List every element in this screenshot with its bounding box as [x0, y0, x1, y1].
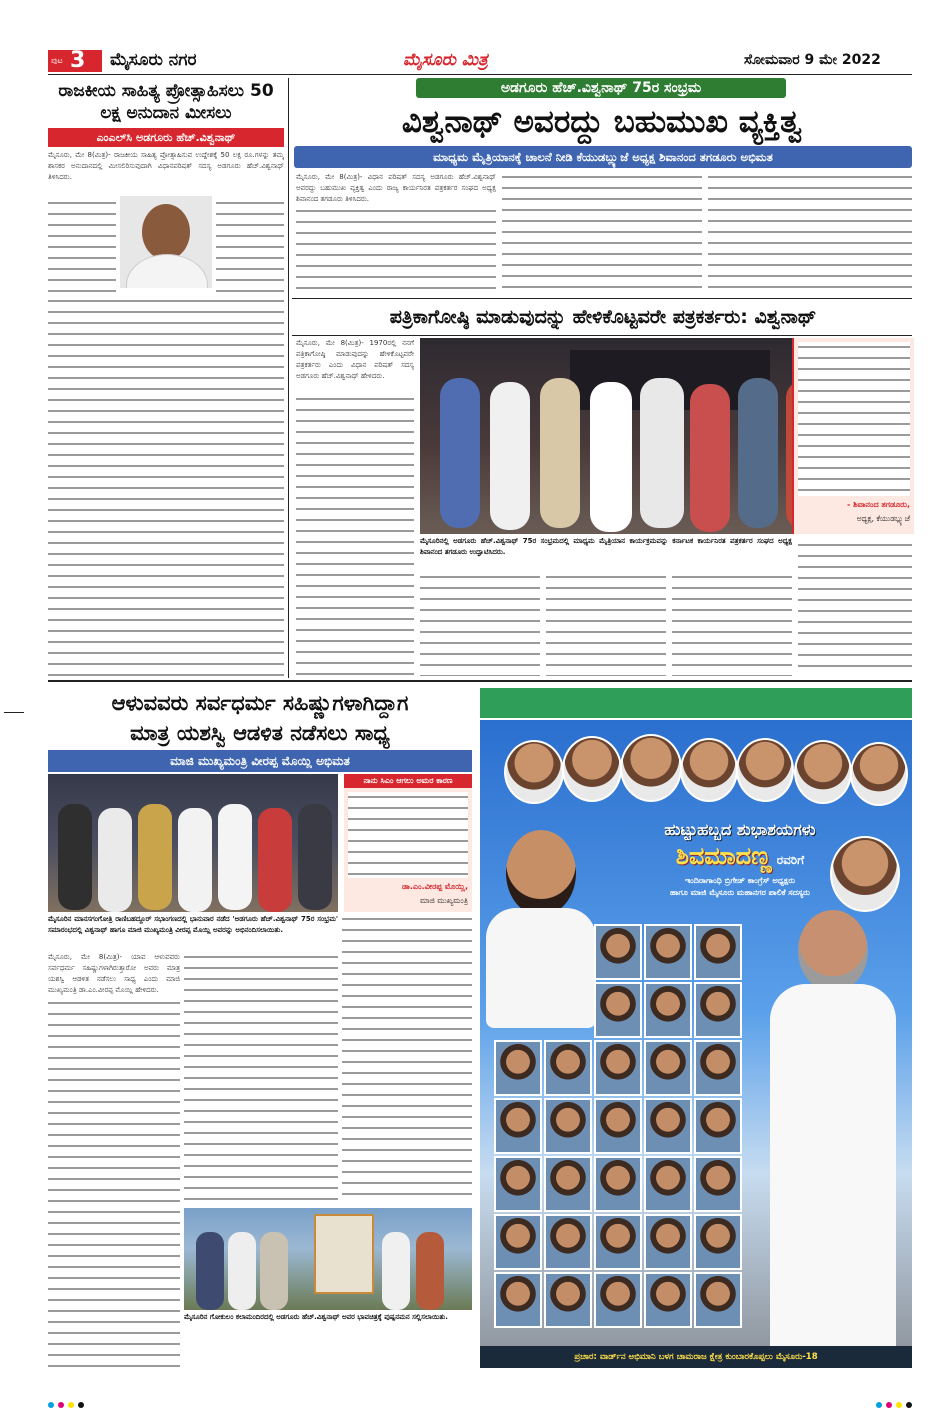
story2-quote-text [798, 342, 910, 496]
story1-body [48, 296, 284, 676]
story3-photo2 [184, 1208, 472, 1310]
fold-rule [48, 680, 912, 682]
story3-box-signature-title: ಮಾಜಿ ಮುಖ್ಯಮಂತ್ರಿ [420, 896, 468, 905]
advert-footer: ಪ್ರಚಾರ: ವಾರ್ಡ್‌ನ ಅಭಿಮಾನಿ ಬಳಗ ಚಾಮರಾಜ ಕ್ಷೇತ್ರ ಕುಂಬಾರಕೊಪ್ಪಲು ಮೈಸೂರು-18 [480, 1346, 912, 1368]
story3-body-col3 [342, 914, 472, 1204]
masthead [48, 50, 912, 74]
story2-quote-signature: - ಶಿವಾನಂದ ತಗಡೂರು, [847, 500, 910, 509]
col-divider-1 [288, 78, 289, 678]
story3-lead: ಮೈಸೂರು, ಮೇ 8(ಮಿತ್ರ)- ಯಾವ ಆಳುವವರು ಸರ್ವಧರ್ಮ ಸಹಿಷ್ಣುಗಳಾಗಿರುತ್ತಾರೋ ಅವರು ಮಾತ್ರ ಯಶಸ್ವಿ ಆಡಳಿತ ನಡೆಸಲು ಸಾಧ್ಯ ಎಂದು ಮಾಜಿ ಮುಖ್ಯಮಂತ್ರಿ ಡಾ.ಎಂ.ವೀರಪ್ಪ ಮೊಯ್ಲಿ ಹೇಳಿದರು. [48, 953, 180, 994]
advert-name: ಶಿವಮಾದಣ್ಣ [675, 842, 772, 870]
story2-lead: ಮೈಸೂರು, ಮೇ 8(ಮಿತ್ರ)- 1970ರಲ್ಲಿ ನನಗೆ ಪತ್ರಿಕಾಗೋಷ್ಠಿ ಮಾಡುವುದನ್ನು ಹೇಳಿಕೊಟ್ಟವರೇ ಪತ್ರಕರ್ತರು ಎಂದು ವಿಧಾನ ಪರಿಷತ್ ಸದಸ್ಯ ಅಡಗೂರು ಹೆಚ್.ವಿಶ್ವನಾಥ್ ಹೇಳಿದರು. [296, 339, 414, 380]
story3-box-title: ನಾನು ಸಿಎಂ ಆಗಲು ಅಮರ ಕಾರಣ [344, 774, 472, 788]
story3-photo2-caption: ಮೈಸೂರಿನ ಗೋಕುಲಂ ಕಲಾಮಂದಿರದಲ್ಲಿ ಅಡಗೂರು ಹೆಚ್.ವಿಶ್ವನಾಥ್ ಅವರ ಭಾವಚಿತ್ರಕ್ಕೆ ಪುಷ್ಪನಮನ ಸಲ್ಲಿಸಲಾಯಿತು. [184, 1313, 448, 1321]
story2-body-col4 [672, 572, 792, 676]
margin-tick [4, 712, 24, 713]
section-title: ಮೈಸೂರು ನಗರ [110, 50, 197, 70]
leader-photo-6 [794, 740, 852, 804]
paper-name: ಮೈಸೂರು ಮಿತ್ರ [403, 50, 488, 70]
feature-body-col2 [502, 172, 702, 294]
registration-marks-bottom [48, 1400, 912, 1410]
leader-photo-7 [850, 742, 908, 806]
story2-quote-box [792, 338, 914, 534]
story3-photo [48, 774, 338, 912]
leader-photo-1 [504, 740, 564, 804]
story2-body-col1 [296, 394, 414, 676]
story1-portrait [120, 196, 212, 288]
story2-body-col2 [420, 572, 540, 676]
feature-rule [292, 298, 912, 299]
feature-kicker: ಅಡಗೂರು ಹೆಚ್.ವಿಶ್ವನಾಥ್ 75ರ ಸಂಭ್ರಮ [416, 78, 786, 98]
story1-body-col-left [48, 198, 116, 294]
story3-body-col1 [48, 998, 180, 1368]
masthead-rule [48, 74, 912, 75]
advert-standing-figure [760, 910, 910, 1350]
story2-rule [292, 335, 912, 336]
leader-photo-3 [620, 734, 682, 802]
story3-subhead: ಮಾಜಿ ಮುಖ್ಯಮಂತ್ರಿ ವೀರಪ್ಪ ಮೊಯ್ಲಿ ಅಭಿಮತ [48, 750, 472, 772]
story2-headline: ಪತ್ರಿಕಾಗೋಷ್ಠಿ ಮಾಡುವುದನ್ನು ಹೇಳಿಕೊಟ್ಟವರೇ ಪತ್ರಕರ್ತರು: ವಿಶ್ವನಾಥ್ [389, 306, 817, 328]
story3-headline-line1: ಆಳುವವರು ಸರ್ವಧರ್ಮ ಸಹಿಷ್ಣುಗಳಾಗಿದ್ದಾಗ [111, 691, 409, 715]
story3-box-signature: ಡಾ.ಎಂ.ವೀರಪ್ಪ ಮೊಯ್ಲಿ, [401, 882, 468, 891]
advert-person-top-right [830, 836, 900, 912]
story3-body-col2 [184, 952, 338, 1204]
birthday-advert [480, 720, 912, 1368]
advert-designation-1: ಇಂದಿರಾಗಾಂಧಿ ಬ್ರಿಗೇಡ್ ಕಾಂಗ್ರೆಸ್ ಅಧ್ಯಕ್ಷರು [684, 876, 795, 885]
feature-body-col3 [708, 172, 912, 294]
feature-subhead: ಮಾಧ್ಯಮ ಮೈತ್ರಿಯಾನಕ್ಕೆ ಚಾಲನೆ ನೀಡಿ ಕೆಯುಡಬ್ಲ್ಯುಜೆ ಅಧ್ಯಕ್ಷ ಶಿವಾನಂದ ತಗಡೂರು ಅಭಿಮತ [294, 146, 912, 168]
story3-box [344, 774, 472, 912]
leader-photo-2 [562, 736, 622, 802]
page-label: ಪುಟ [51, 56, 63, 65]
advert-supporter-grid [486, 924, 756, 1340]
advert-top-strip [480, 688, 912, 718]
story3-photo-caption: ಮೈಸೂರಿನ ಮಾನಸಗಂಗೋತ್ರಿ ರಾಣಿಬಹದ್ದೂರ್ ಸಭಾಂಗಣದಲ್ಲಿ ಭಾನುವಾರ ನಡೆದ 'ಅಡಗೂರು ಹೆಚ್.ವಿಶ್ವನಾಥ್ 75ರ ಸಂಭ್ರಮ' ಸಮಾರಂಭದಲ್ಲಿ ವಿಶ್ವನಾಥ್ ಹಾಗೂ ಮಾಜಿ ಮುಖ್ಯಮಂತ್ರಿ ವೀರಪ್ಪ ಮೊಯ್ಲಿ ಅವರನ್ನು ಅಭಿನಂದಿಸಲಾಯಿತು. [48, 915, 338, 934]
leader-photo-4 [680, 738, 738, 802]
story2-body-col3 [546, 572, 666, 676]
page-number-badge [48, 50, 102, 72]
advert-designation-2: ಹಾಗೂ ಮಾಜಿ ಮೈಸೂರು ಮಹಾನಗರ ಪಾಲಿಕೆ ಸದಸ್ಯರು [670, 888, 810, 897]
story3-box-text [348, 792, 468, 878]
story1-body-col-right [216, 198, 284, 294]
advert-greeting-title: ಹುಟ್ಟುಹಬ್ಬದ ಶುಭಾಶಯಗಳು [664, 820, 816, 839]
issue-date: ಸೋಮವಾರ 9 ಮೇ 2022 [744, 52, 881, 68]
story1-lead: ಮೈಸೂರು, ಮೇ 8(ಮಿತ್ರ)- ರಾಜಕೀಯ ಸಾಹಿತ್ಯ ಪ್ರೋತ್ಸಾಹಿಸುವ ಉದ್ದೇಶಕ್ಕೆ 50 ಲಕ್ಷ ರೂ.ಗಳನ್ನು ತಮ್ಮ ಶಾಸಕರ ಅನುದಾನದಲ್ಲಿ ಮೀಸಲಿರಿಸುವುದಾಗಿ ವಿಧಾನಪರಿಷತ್ ಸದಸ್ಯ ಅಡಗೂರು ಹೆಚ್.ವಿಶ್ವನಾಥ್ ತಿಳಿಸಿದರು. [48, 151, 284, 181]
story1-tagline: ಎಂಎಲ್‌ಸಿ ಅಡಗೂರು ಹೆಚ್.ವಿಶ್ವನಾಥ್ [48, 128, 284, 147]
story2-photo-caption: ಮೈಸೂರಿನಲ್ಲಿ ಅಡಗೂರು ಹೆಚ್.ವಿಶ್ವನಾಥ್ 75ರ ಸಂಭ್ರಮದಲ್ಲಿ ಮಾಧ್ಯಮ ಮೈತ್ರಿಯಾನ ಕಾರ್ಯಕ್ರಮವನ್ನು ಕರ್ನಾಟಕ ಕಾರ್ಯನಿರತ ಪತ್ರಕರ್ತರ ಸಂಘದ ಅಧ್ಯಕ್ಷ ಶಿವಾನಂದ ತಗಡೂರು ಉದ್ಘಾಟಿಸಿದರು. [420, 537, 792, 556]
feature-body-col1 [296, 206, 496, 294]
story2-quote-title: ಅಧ್ಯಕ್ಷ, ಕೆಯುಡಬ್ಲ್ಯುಜೆ [856, 514, 910, 523]
feature-lead: ಮೈಸೂರು, ಮೇ 8(ಮಿತ್ರ)- ವಿಧಾನ ಪರಿಷತ್ ಸದಸ್ಯ ಅಡಗೂರು ಹೆಚ್.ವಿಶ್ವನಾಥ್ ಅವರದ್ದು ಬಹುಮುಖ ವ್ಯಕ್ತಿತ್ವ ಎಂದು ರಾಜ್ಯ ಕಾರ್ಯನಿರತ ಪತ್ರಕರ್ತರ ಸಂಘದ ಅಧ್ಯಕ್ಷ ಶಿವಾನಂದ ತಗಡೂರು ತಿಳಿಸಿದರು. [296, 173, 496, 203]
story2-body-col5 [798, 540, 912, 676]
page-number: 3 [70, 48, 86, 73]
story3-headline-line2: ಮಾತ್ರ ಯಶಸ್ವಿ ಆಡಳಿತ ನಡೆಸಲು ಸಾಧ್ಯ [130, 721, 390, 745]
feature-headline: ವಿಶ್ವನಾಥ್ ಅವರದ್ದು ಬಹುಮುಖ ವ್ಯಕ್ತಿತ್ವ [401, 104, 803, 140]
leader-photo-5 [736, 738, 794, 802]
story1-headline: ರಾಜಕೀಯ ಸಾಹಿತ್ಯ ಪ್ರೋತ್ಸಾಹಿಸಲು 50 ಲಕ್ಷ ಅನುದಾನ ಮೀಸಲು [58, 81, 274, 123]
advert-name-suffix: ರವರಿಗೆ [776, 853, 805, 867]
